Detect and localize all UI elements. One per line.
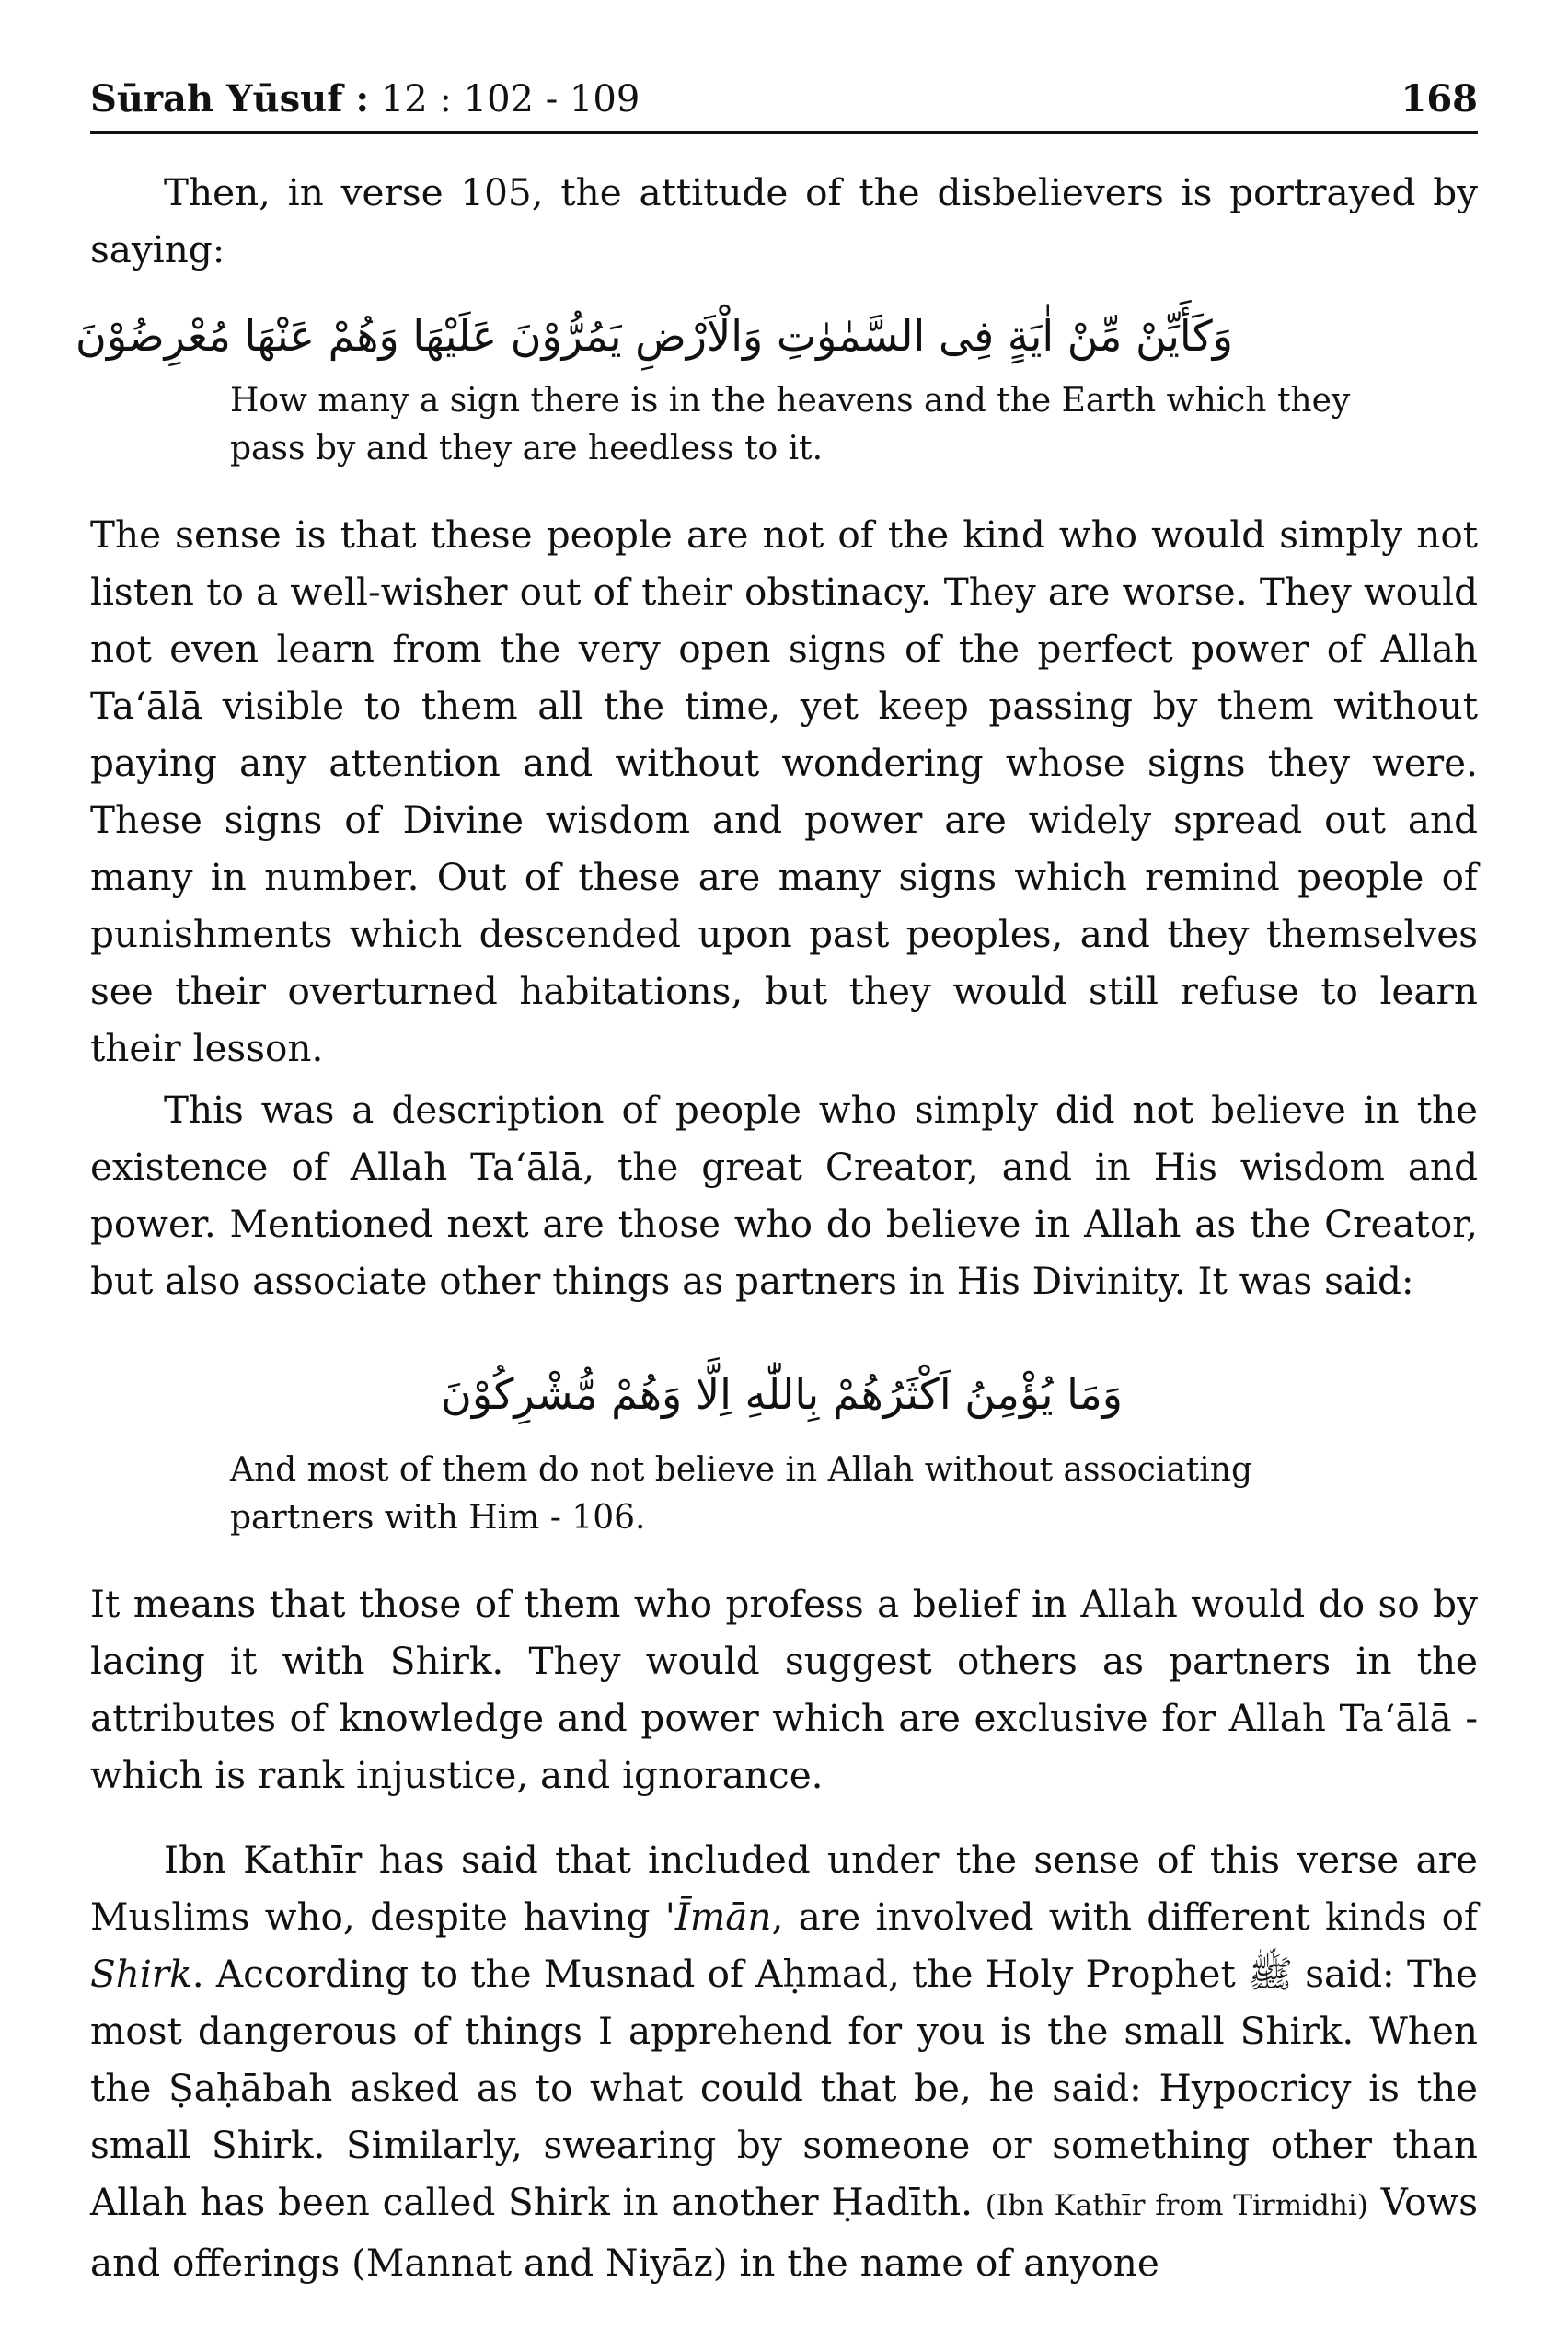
running-header [90,72,1478,136]
text-run: Vows and offerings (Mannat and Niyāz) in the name of anyone [90,2180,1478,2285]
paragraph-explanation [90,506,1478,1077]
paragraph-text [90,1831,1478,2291]
verse-range: 12 : 102 - 109 [369,78,640,121]
text-run: Ibn Kathīr has said that included under the sense of this verse are Muslims who, despite having [90,1838,1478,1939]
paragraph-text: The sense is that these people are not of the kind who would simply not listen to a well-wisher out of their obstinacy. They are worse. They would not even learn from the very open signs of the perfect power of Allah Ta‘ālā visible to them all the time, yet keep passing by them without paying any attention and without wondering whose signs they were. These signs of Divine wisdom and power are widely spread out and many in number. Out of these are many signs which remind people of punishments which descended upon past peoples, and they themselves see their overturned habitations, but they would still refuse to learn their lesson. [90,513,1478,1070]
header-rule [90,131,1478,134]
paragraph-ibn-kathir [90,1831,1478,2291]
text-run: said: The most dangerous of things I apprehend for you is the small Shirk. When the Ṣaḥābah asked as to what could that be, he said: Hypocricy is the small Shirk. Similarly, swearing by someone or something other than Allah has been called Shirk in another Ḥadīth. [90,1952,1479,2224]
paragraph-description [90,1081,1478,1309]
paragraph-text: It means that those of them who profess a belief in Allah would do so by lacing it with Shirk. They would suggest others as partners in the attributes of knowledge and power which are exclusive for Allah Ta‘ālā - which is rank injustice, and ignorance. [90,1582,1478,1797]
translation-verse-105: How many a sign there is in the heavens and the Earth which they pass by and they are heedless to it. [230,382,1351,467]
translation-verse-106: And most of them do not believe in Allah without associating partners with Him - 106. [230,1451,1252,1537]
term-shirk: Shirk [90,1952,192,1996]
citation: (Ibn Kathīr from Tirmidhi) [985,2189,1368,2222]
paragraph-text: Then, in verse 105, the attitude of the disbelievers is portrayed by saying: [90,170,1478,271]
term-iman: 'Īmān [664,1895,772,1939]
paragraph-intro [90,164,1478,278]
surah-name: Sūrah Yūsuf : [90,77,370,121]
text-run: . According to the Musnad of Aḥmad, the Holy Prophet [191,1952,1249,1996]
header-title [90,77,640,121]
arabic-verse-105: وَكَأَيِّنْ مِّنْ اٰيَةٍ فِى السَّمٰوٰتِ وَالْاَرْضِ يَمُرُّوْنَ عَلَيْهَا وَهُمْ عَنْهَا مُعْرِضُوْنَ [75,311,1233,361]
paragraph-shirk-meaning [90,1575,1478,1804]
text-run: , are involved with different kinds of [771,1895,1478,1939]
salutation-glyph: ﷺ [1248,1952,1293,1996]
paragraph-text: This was a description of people who simply did not believe in the existence of Allah Ta‘ālā, the great Creator, and in His wisdom and power. Mentioned next are those who do believe in Allah as the Creator, but also associate other things as partners in His Divinity. It was said: [90,1088,1478,1303]
page-number: 168 [1401,77,1478,121]
arabic-verse-106: وَمَا يُؤْمِنُ اَكْثَرُهُمْ بِاللّٰهِ اِلَّا وَهُمْ مُّشْرِكُوْنَ [441,1369,1123,1419]
